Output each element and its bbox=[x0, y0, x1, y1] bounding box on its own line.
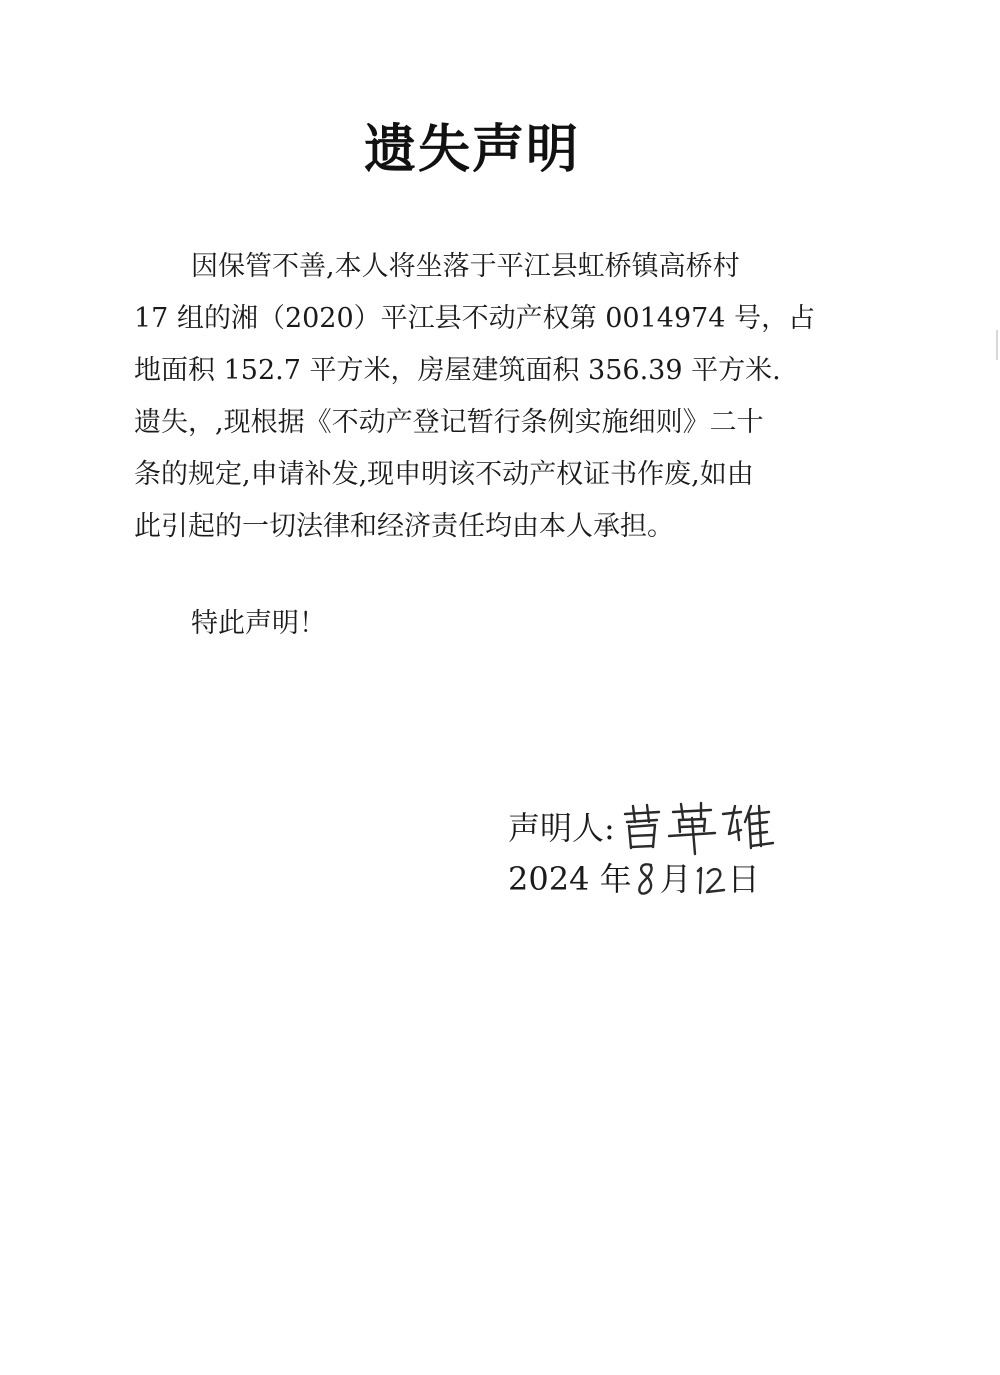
handwritten-month bbox=[632, 859, 660, 899]
date-row bbox=[508, 856, 760, 902]
body-line-6: 此引起的一切法律和经济责任均由本人承担。 bbox=[134, 511, 674, 542]
closing-statement: 特此声明！ bbox=[191, 608, 326, 639]
body-line-2: 17 组的湘（2020）平江县不动产权第 0014974 号，占 bbox=[134, 303, 816, 334]
body-line-4: 遗失，,现根据《不动产登记暂行条例实施细则》二十 bbox=[134, 407, 764, 438]
body-line-1: 因保管不善,本人将坐落于平江县虹桥镇高桥村 bbox=[191, 251, 740, 282]
scan-edge-mark bbox=[996, 330, 998, 360]
signer-label: 声明人: bbox=[508, 809, 615, 847]
date-day-unit: 日 bbox=[727, 860, 760, 898]
handwritten-signature bbox=[619, 800, 775, 856]
document-title: 遗失声明 bbox=[363, 119, 580, 180]
body-line-3: 地面积 152.7 平方米，房屋建筑面积 356.39 平方米. bbox=[134, 355, 781, 386]
signer-row bbox=[508, 806, 775, 850]
date-month-unit: 月 bbox=[659, 860, 692, 898]
handwritten-day bbox=[692, 859, 728, 899]
body-line-5: 条的规定,申请补发,现申明该不动产权证书作废,如由 bbox=[134, 459, 754, 490]
date-year: 2024 年 bbox=[508, 860, 632, 898]
